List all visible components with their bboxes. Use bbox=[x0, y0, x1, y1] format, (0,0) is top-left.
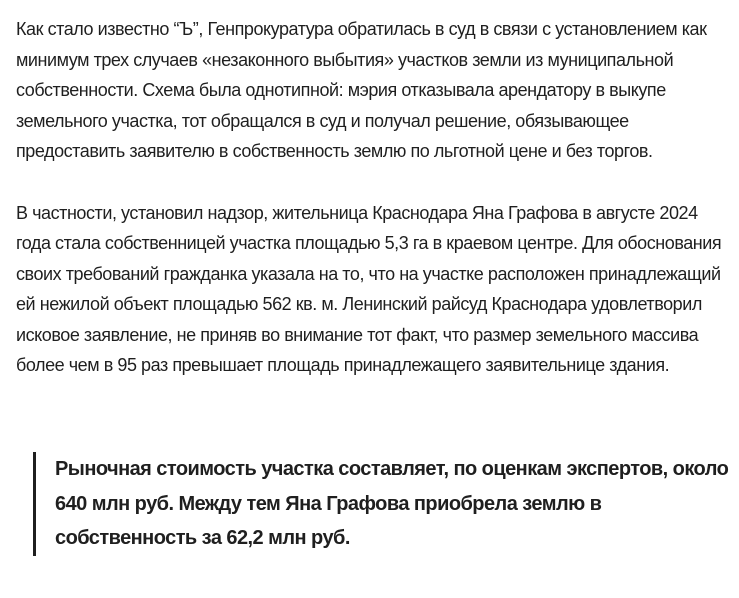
article-paragraph-2: В частности, установил надзор, жительница Краснодара Яна Графова в августе 2024 года стала собственницей участка площадью 5,3 га в краевом центре. Для обоснования своих требований гражданка указала на то, что на участке расположен принадлежащий ей нежилой объект площадью 562 кв. м. Ленинский райсуд Краснодара удовлетворил исковое заявление, не приняв во внимание тот факт, что размер земельного массива более чем в 95 раз превышает площадь принадлежащего заявительнице здания. bbox=[16, 202, 722, 375]
article-paragraph-1: Как стало известно “Ъ”, Генпрокуратура обратилась в суд в связи с установлением как минимум трех случаев «незаконного выбытия» участков земли из муниципальной собственности. Схема была однотипной: мэрия отказывала арендатору в выкупе земельного участка, тот обращался в суд и получал решение, обязывающее предоставить заявителю в собственность землю по льготной цене и без торгов. bbox=[16, 19, 707, 161]
pull-quote bbox=[33, 452, 739, 556]
pull-quote-text: Рыночная стоимость участка составляет, по оценкам экспертов, около 640 млн руб. Между тем Яна Графова приобрела землю в собственность за 62,2 млн руб. bbox=[55, 458, 729, 549]
article-body bbox=[16, 14, 728, 381]
